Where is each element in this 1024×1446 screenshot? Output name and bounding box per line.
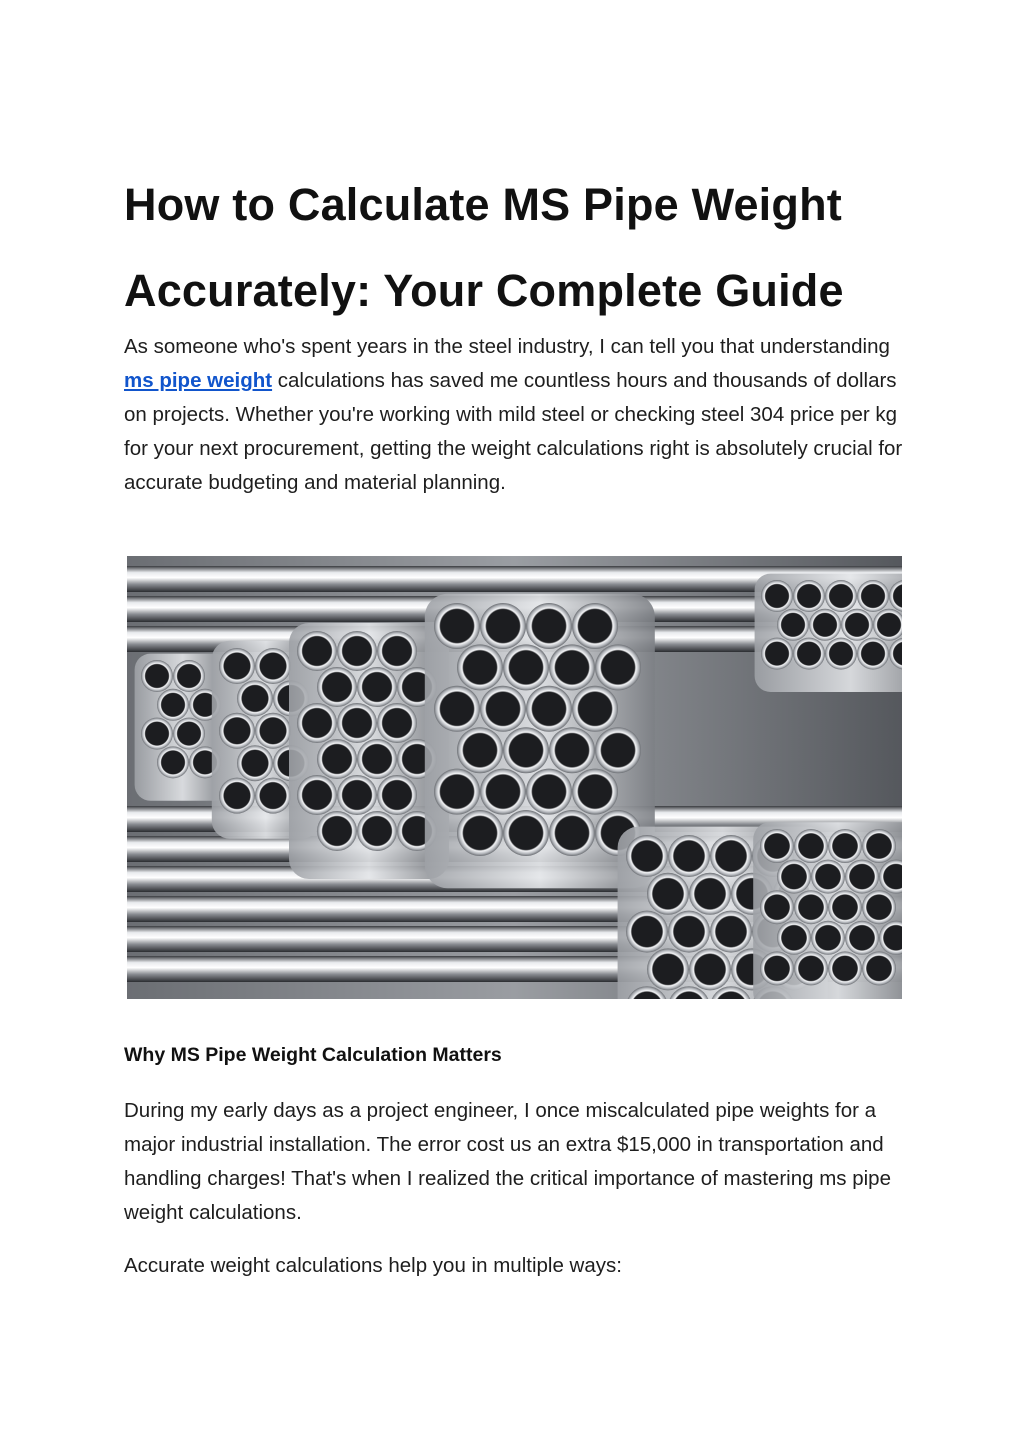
intro-paragraph — [124, 330, 904, 500]
ms-pipe-weight-link[interactable]: ms pipe weight — [124, 369, 273, 392]
intro-text-before-link: As someone who's spent years in the steel industry, I can tell you that understanding — [124, 335, 890, 358]
steel-pipes-image — [127, 556, 902, 999]
section-paragraph: During my early days as a project engineer, I once miscalculated pipe weights for a major industrial installation. The error cost us an extra $15,000 in transportation and handling charges! That's when I realized the critical importance of mastering ms pipe weight calculations. — [124, 1099, 891, 1224]
lead-in-paragraph: Accurate weight calculations help you in multiple ways: — [124, 1254, 622, 1277]
article-title: How to Calculate MS Pipe Weight Accurately: Your Complete Guide — [124, 179, 844, 316]
section-heading: Why MS Pipe Weight Calculation Matters — [124, 1044, 502, 1066]
intro-text-after-link: calculations has saved me countless hours and thousands of dollars on projects. Whether you're working with mild steel or checking steel 304 price per kg for your next procurement, getting the weight calculations right is absolutely crucial for accurate budgeting and material planning. — [124, 369, 903, 494]
